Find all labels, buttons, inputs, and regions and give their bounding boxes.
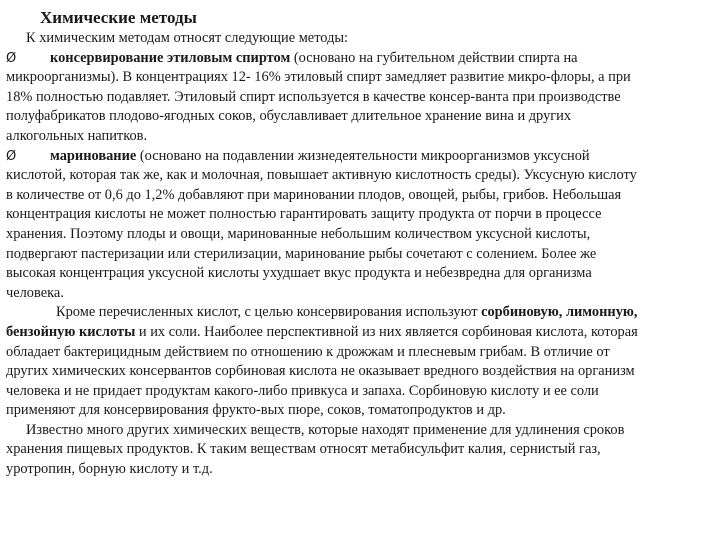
text-fragment: и их соли. Наиболее перспективной из них является сорбиновая кислота, которая <box>135 323 638 340</box>
text-line: в количестве от 0,6 до 1,2% добавляют при мариновании плодов, овощей, рыбы, грибов. Небольшая <box>6 186 622 203</box>
text-line <box>6 323 712 343</box>
text-line: концентрация кислоты не может полностью гарантировать защиту продукта от порчи в процессе <box>6 206 602 223</box>
text-line: микроорганизмы). В концентрациях 12- 16% этиловый спирт замедляет развитие микро-флоры, а при <box>6 69 631 86</box>
text-line: кислотой, которая так же, как и молочная, повышает активную кислотность среды). Уксусную кислоту <box>6 167 637 184</box>
term-alcohol: консервирование этиловым спиртом <box>50 49 291 66</box>
list-item-marinating <box>6 147 712 304</box>
bullet-arrow-icon: Ø <box>6 50 17 66</box>
text-line: человека. <box>6 284 64 301</box>
text-line: применяют для консервирования фрукто-вых пюре, соков, томатопродуктов и др. <box>6 402 506 419</box>
text-line: хранения пищевых продуктов. К таким веществам относят метабисульфит калия, сернистый газ, <box>6 441 601 458</box>
text-fragment: Кроме перечисленных кислот, с целью консервирования используют <box>56 304 482 321</box>
text-line: уротропин, борную кислоту и т.д. <box>6 461 213 478</box>
paragraph-sorbic-acid <box>6 303 712 421</box>
text-line: хранения. Поэтому плоды и овощи, маринованные небольшим количеством уксусной кислоты, <box>6 225 591 242</box>
text-line: других химических консервантов сорбиновая кислота не оказывает вредного воздействия на организм <box>6 363 635 380</box>
text-line: (основано на губительном действии спирта на <box>290 49 578 66</box>
list-item-marinating-first-line <box>6 147 712 167</box>
text-line: (основано на подавлении жизнедеятельности микроорганизмов уксусной <box>136 147 590 164</box>
intro-text: К химическим методам относят следующие методы: <box>26 30 349 46</box>
paragraph-other-chemicals <box>6 421 712 480</box>
bullet-arrow-icon: Ø <box>6 148 17 164</box>
text-line: алкогольных напитков. <box>6 127 148 144</box>
text-line: человека и не придает продуктам какого-либо привкуса и запаха. Сорбиновую кислоту и ее соли <box>6 382 599 399</box>
term-benzoic: бензойную кислоты <box>6 323 136 340</box>
text-line: полуфабрикатов плодово-ягодных соков, обуславливает длительное хранение вина и других <box>6 108 572 125</box>
text-line: 18% полностью подавляет. Этиловый спирт используется в качестве консер-ванта при производстве <box>6 88 621 105</box>
page-title: Химические методы <box>40 8 197 27</box>
text-line: Известно много других химических веществ, которые находят применение для удлинения сроков <box>26 421 625 438</box>
text-line <box>6 303 712 323</box>
text-line: подвергают пастеризации или стерилизации, маринование рыбы сочетают с солением. Более же <box>6 245 597 262</box>
text-line: высокая концентрация уксусной кислоты ухудшает вкус продукта и небезвредна для организма <box>6 265 592 282</box>
list-item-alcohol <box>6 49 712 147</box>
document-body <box>6 29 712 480</box>
list-item-alcohol-first-line <box>6 49 712 69</box>
text-line: обладает бактерицидным действием по отношению к дрожжам и плесневым грибам. В отличие от <box>6 343 610 360</box>
term-acids: сорбиновую, лимонную, <box>481 304 638 321</box>
term-marinating: маринование <box>50 147 137 164</box>
